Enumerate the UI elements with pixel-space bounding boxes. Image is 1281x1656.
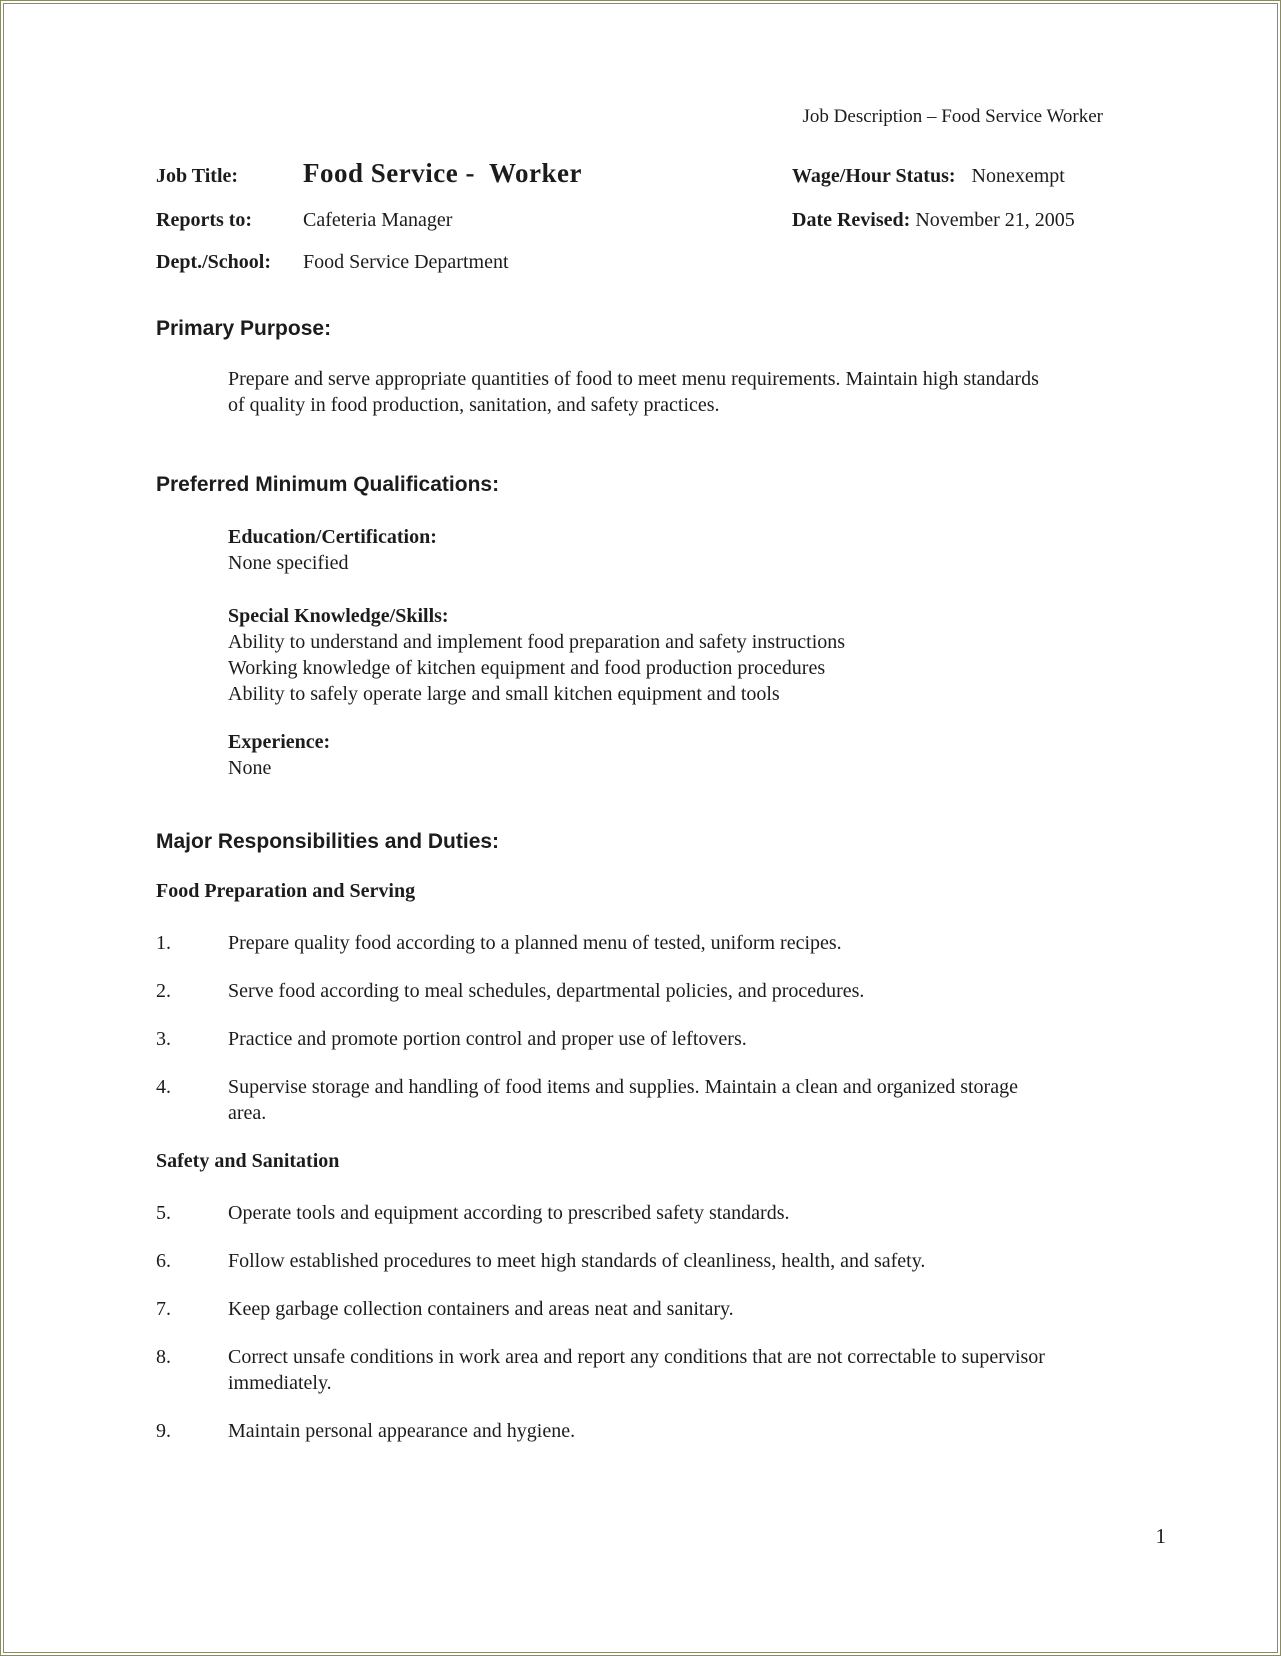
- item-text: Follow established procedures to meet high standards of cleanliness, health, and safety.: [228, 1250, 926, 1272]
- skills-line: Working knowledge of kitchen equipment and food production procedures: [228, 657, 826, 679]
- qualifications-heading: Preferred Minimum Qualifications:: [156, 473, 500, 496]
- wage-status-field: [792, 165, 1065, 188]
- skills-heading: Special Knowledge/Skills:: [228, 605, 449, 627]
- item-number: 9.: [156, 1420, 171, 1442]
- list-item: [156, 1200, 1116, 1226]
- group-subheading-food-preparation: Food Preparation and Serving: [156, 880, 416, 902]
- purpose-line: Prepare and serve appropriate quantities of food to meet menu requirements. Maintain high standards: [228, 368, 1039, 390]
- experience-text: None: [228, 757, 272, 779]
- item-text: Maintain personal appearance and hygiene.: [228, 1420, 576, 1442]
- date-revised-value: November 21, 2005: [915, 209, 1075, 231]
- item-text: area.: [228, 1102, 267, 1124]
- dept-school-value: Food Service Department: [303, 251, 509, 273]
- purpose-line: of quality in food production, sanitation, and safety practices.: [228, 394, 720, 416]
- responsibilities-heading: Major Responsibilities and Duties:: [156, 830, 500, 853]
- education-text: None specified: [228, 552, 349, 574]
- job-title-label: Job Title:: [156, 165, 239, 187]
- list-item: [156, 1418, 1116, 1444]
- experience-section: [228, 729, 330, 781]
- item-text: Supervise storage and handling of food items and supplies. Maintain a clean and organized storage: [228, 1076, 1018, 1098]
- dept-school-label: Dept./School:: [156, 251, 271, 273]
- list-item: [156, 1026, 1116, 1052]
- group-subheading-safety-sanitation: Safety and Sanitation: [156, 1150, 340, 1172]
- item-text: Operate tools and equipment according to prescribed safety standards.: [228, 1202, 790, 1224]
- primary-purpose-heading: Primary Purpose:: [156, 317, 332, 340]
- item-number: 4.: [156, 1076, 171, 1098]
- reports-to-value: Cafeteria Manager: [303, 209, 453, 231]
- responsibilities-section: [156, 829, 1116, 1466]
- page-number: 1: [1155, 1524, 1166, 1548]
- list-item: [156, 1344, 1116, 1396]
- skills-line: Ability to understand and implement food preparation and safety instructions: [228, 631, 846, 653]
- reports-to-label: Reports to:: [156, 209, 253, 231]
- list-item: [156, 1074, 1116, 1126]
- date-revised-field: [792, 209, 1075, 232]
- item-number: 1.: [156, 932, 171, 954]
- item-number: 3.: [156, 1028, 171, 1050]
- list-item: [156, 930, 1116, 956]
- document-header-title: Job Description – Food Service Worker: [802, 106, 1103, 127]
- item-number: 6.: [156, 1250, 171, 1272]
- skills-section: [228, 603, 845, 707]
- list-item: [156, 1248, 1116, 1274]
- item-text: Prepare quality food according to a planned menu of tested, uniform recipes.: [228, 932, 842, 954]
- item-text: Serve food according to meal schedules, departmental policies, and procedures.: [228, 980, 865, 1002]
- item-number: 7.: [156, 1298, 171, 1320]
- experience-heading: Experience:: [228, 731, 331, 753]
- job-title-value: Food Service - Worker: [303, 158, 582, 188]
- education-heading: Education/Certification:: [228, 526, 437, 548]
- primary-purpose-text: [228, 366, 1039, 418]
- item-text: Correct unsafe conditions in work area and report any conditions that are not correctable to supervisor: [228, 1346, 1045, 1368]
- skills-line: Ability to safely operate large and small kitchen equipment and tools: [228, 683, 780, 705]
- education-section: [228, 524, 437, 576]
- wage-status-value: Nonexempt: [971, 165, 1065, 187]
- wage-status-label: Wage/Hour Status:: [792, 165, 956, 187]
- item-text: immediately.: [228, 1372, 332, 1394]
- list-item: [156, 978, 1116, 1004]
- list-item: [156, 1296, 1116, 1322]
- item-number: 2.: [156, 980, 171, 1002]
- item-number: 8.: [156, 1346, 171, 1368]
- item-text: Practice and promote portion control and proper use of leftovers.: [228, 1028, 747, 1050]
- item-number: 5.: [156, 1202, 171, 1224]
- item-text: Keep garbage collection containers and areas neat and sanitary.: [228, 1298, 734, 1320]
- date-revised-label: Date Revised:: [792, 209, 911, 231]
